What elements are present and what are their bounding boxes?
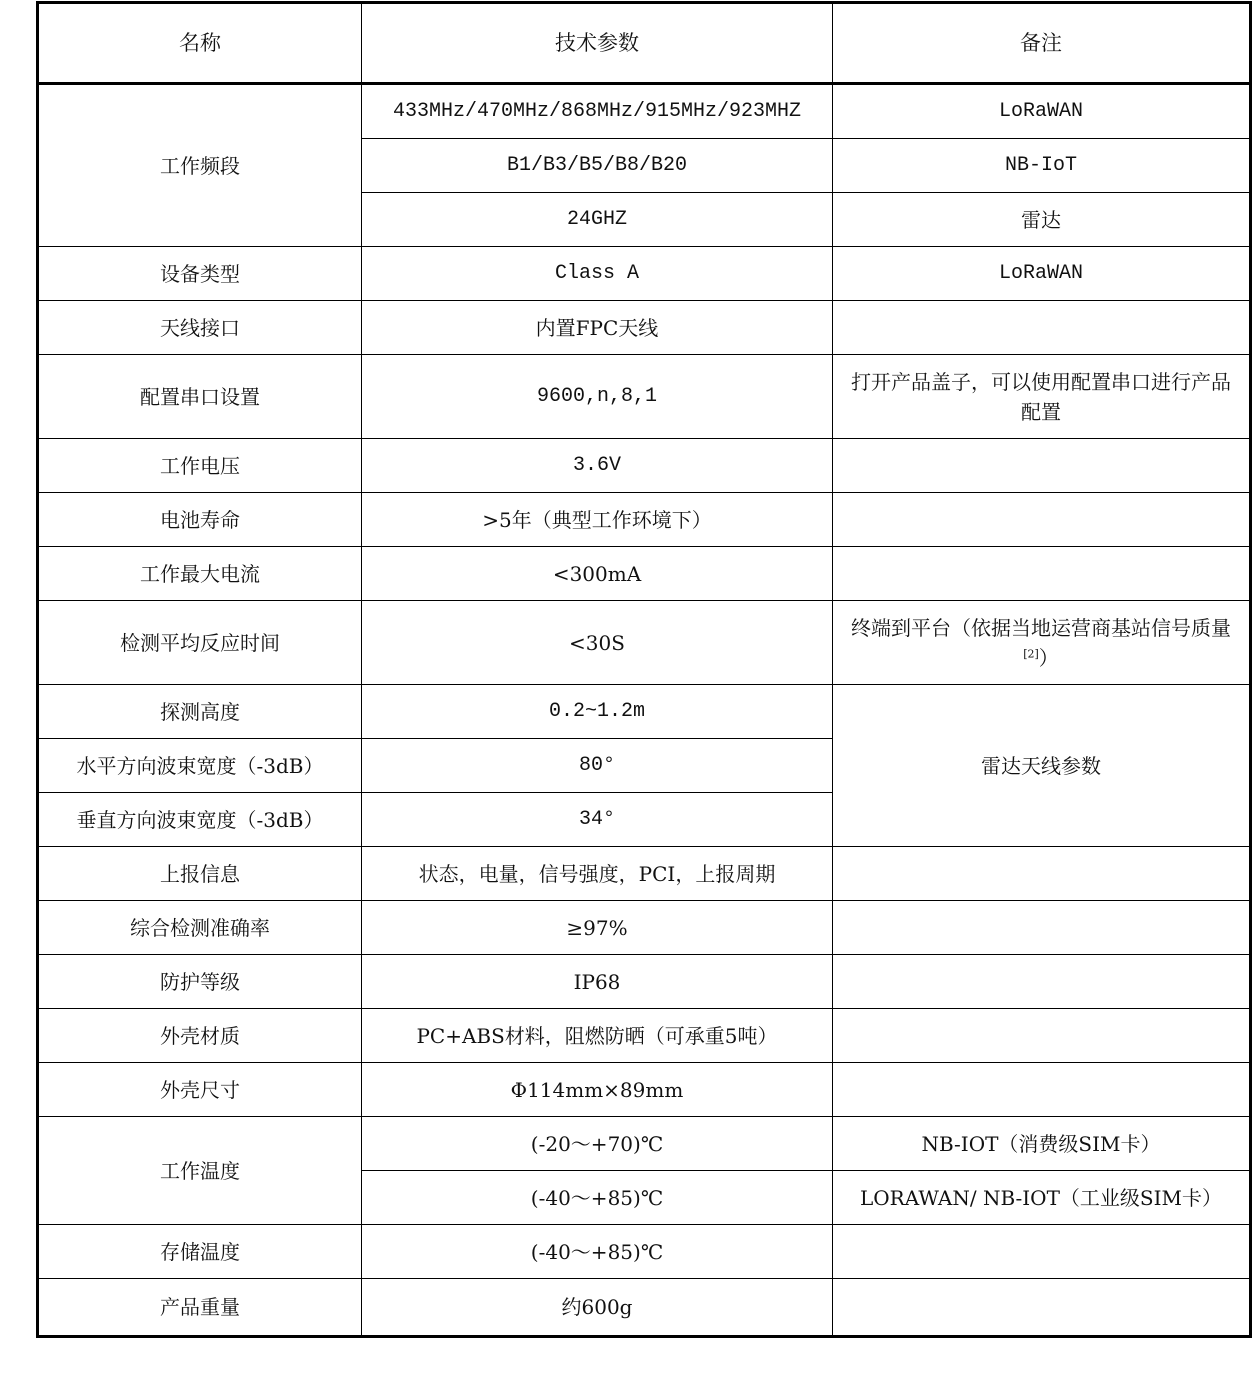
table-header-row <box>38 3 1251 84</box>
cell-note <box>833 901 1251 955</box>
cell-name: 存储温度 <box>38 1225 362 1279</box>
cell-note: LoRaWAN <box>833 247 1251 301</box>
cell-param: 24GHZ <box>362 193 833 247</box>
cell-param: 34° <box>362 793 833 847</box>
cell-param: B1/B3/B5/B8/B20 <box>362 139 833 193</box>
cell-name: 工作电压 <box>38 439 362 493</box>
cell-name: 产品重量 <box>38 1279 362 1337</box>
table-row <box>38 601 1251 685</box>
note-text: 终端到平台（依据当地运营商基站信号质量 <box>851 615 1231 640</box>
table-row <box>38 955 1251 1009</box>
cell-name: 工作温度 <box>38 1117 362 1225</box>
cell-name: 工作最大电流 <box>38 547 362 601</box>
table-row <box>38 355 1251 439</box>
cell-note: 雷达 <box>833 193 1251 247</box>
table-row <box>38 901 1251 955</box>
cell-name: 探测高度 <box>38 685 362 739</box>
table-row <box>38 1279 1251 1337</box>
cell-note <box>833 439 1251 493</box>
table-row <box>38 439 1251 493</box>
table-row <box>38 1117 1251 1171</box>
cell-name: 工作频段 <box>38 84 362 247</box>
cell-note <box>833 847 1251 901</box>
cell-param: PC+ABS材料，阻燃防晒（可承重5吨） <box>362 1009 833 1063</box>
cell-name: 上报信息 <box>38 847 362 901</box>
cell-note <box>833 601 1251 685</box>
cell-param: (-40～+85)℃ <box>362 1171 833 1225</box>
cell-param: ≥97% <box>362 901 833 955</box>
cell-note: LORAWAN/ NB-IOT（工业级SIM卡） <box>833 1171 1251 1225</box>
cell-name: 电池寿命 <box>38 493 362 547</box>
cell-name: 水平方向波束宽度（-3dB） <box>38 739 362 793</box>
table-row <box>38 685 1251 739</box>
cell-param: Class A <box>362 247 833 301</box>
cell-param: 3.6V <box>362 439 833 493</box>
cell-param: <30S <box>362 601 833 685</box>
cell-note: 雷达天线参数 <box>833 685 1251 847</box>
reference-marker: [2] <box>1023 646 1039 660</box>
cell-param: (-40～+85)℃ <box>362 1225 833 1279</box>
table-row <box>38 1225 1251 1279</box>
table-row <box>38 493 1251 547</box>
table-row <box>38 847 1251 901</box>
cell-note <box>833 1225 1251 1279</box>
cell-param: 80° <box>362 739 833 793</box>
cell-param: 0.2~1.2m <box>362 685 833 739</box>
cell-name: 天线接口 <box>38 301 362 355</box>
cell-param: >5年（典型工作环境下） <box>362 493 833 547</box>
cell-param: 433MHz/470MHz/868MHz/915MHz/923MHZ <box>362 84 833 139</box>
cell-param: Φ114mm×89mm <box>362 1063 833 1117</box>
cell-name: 防护等级 <box>38 955 362 1009</box>
header-note: 备注 <box>833 3 1251 84</box>
cell-param: 约600g <box>362 1279 833 1337</box>
cell-name: 外壳尺寸 <box>38 1063 362 1117</box>
cell-param: <300mA <box>362 547 833 601</box>
cell-note: 打开产品盖子，可以使用配置串口进行产品配置 <box>833 355 1251 439</box>
cell-note <box>833 1063 1251 1117</box>
cell-note: NB-IOT（消费级SIM卡） <box>833 1117 1251 1171</box>
cell-note <box>833 1279 1251 1337</box>
cell-param: IP68 <box>362 955 833 1009</box>
table-row <box>38 247 1251 301</box>
cell-param: (-20～+70)℃ <box>362 1117 833 1171</box>
table-row <box>38 547 1251 601</box>
cell-name: 外壳材质 <box>38 1009 362 1063</box>
table-row <box>38 1009 1251 1063</box>
cell-note <box>833 301 1251 355</box>
cell-name: 设备类型 <box>38 247 362 301</box>
cell-note: LoRaWAN <box>833 84 1251 139</box>
cell-name: 综合检测准确率 <box>38 901 362 955</box>
cell-note <box>833 1009 1251 1063</box>
table-row <box>38 1063 1251 1117</box>
cell-param: 内置FPC天线 <box>362 301 833 355</box>
cell-name: 检测平均反应时间 <box>38 601 362 685</box>
cell-param: 状态，电量，信号强度，PCI，上报周期 <box>362 847 833 901</box>
header-param: 技术参数 <box>362 3 833 84</box>
cell-name: 配置串口设置 <box>38 355 362 439</box>
note-text-end: ） <box>1038 645 1059 670</box>
table-row <box>38 301 1251 355</box>
cell-note <box>833 955 1251 1009</box>
spec-table <box>36 1 1252 1338</box>
header-name: 名称 <box>38 3 362 84</box>
cell-note <box>833 493 1251 547</box>
table-row <box>38 84 1251 139</box>
cell-note: NB-IoT <box>833 139 1251 193</box>
cell-name: 垂直方向波束宽度（-3dB） <box>38 793 362 847</box>
cell-note <box>833 547 1251 601</box>
cell-param: 9600,n,8,1 <box>362 355 833 439</box>
